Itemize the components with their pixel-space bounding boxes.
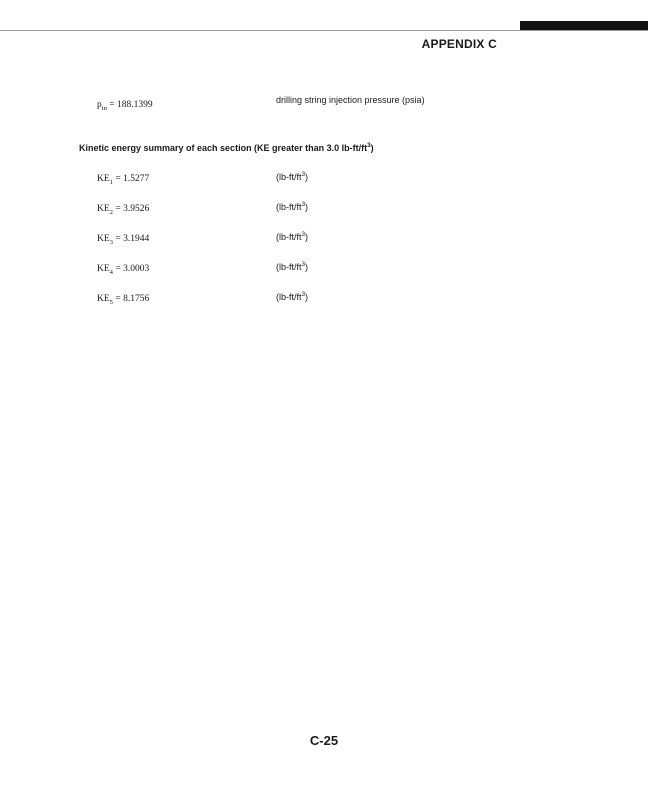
ke-unit-text: (lb-ft/ft <box>276 262 302 272</box>
ke-unit <box>276 262 308 272</box>
ke-unit <box>276 172 308 182</box>
pressure-symbol: p <box>97 100 102 110</box>
pressure-subscript: in <box>101 104 107 112</box>
running-head: APPENDIX C <box>421 37 497 51</box>
header-rule <box>0 30 648 31</box>
ke-unit-close: ) <box>305 172 309 182</box>
section-heading <box>79 143 374 153</box>
pressure-value: = 188.1399 <box>106 100 153 110</box>
pressure-description: drilling string injection pressure (psia) <box>276 95 425 105</box>
ke-unit-sup: 3 <box>301 171 306 178</box>
ke-unit-sup: 3 <box>301 261 306 268</box>
ke-unit-text: (lb-ft/ft <box>276 202 302 212</box>
ke-equation <box>97 264 149 274</box>
ke-unit-close: ) <box>305 232 309 242</box>
ke-value: = 3.1944 <box>113 234 150 244</box>
ke-unit-sup: 3 <box>301 201 306 208</box>
ke-value: = 8.1756 <box>113 294 150 304</box>
pressure-equation <box>97 100 153 110</box>
page-number: C-25 <box>309 733 339 748</box>
ke-unit-text: (lb-ft/ft <box>276 172 302 182</box>
ke-unit <box>276 232 308 242</box>
ke-equation <box>97 294 149 304</box>
ke-unit-sup: 3 <box>301 291 306 298</box>
section-heading-sup: 3 <box>367 142 371 149</box>
ke-unit <box>276 292 308 302</box>
ke-unit-text: (lb-ft/ft <box>276 232 302 242</box>
ke-symbol: KE <box>97 264 110 274</box>
section-heading-text: Kinetic energy summary of each section (KE greater than 3.0 lb-ft/ft <box>79 143 368 153</box>
ke-unit-close: ) <box>305 202 309 212</box>
ke-value: = 3.9526 <box>113 204 150 214</box>
ke-subscript: 1 <box>109 178 113 186</box>
ke-value: = 3.0003 <box>113 264 150 274</box>
ke-unit <box>276 202 308 212</box>
ke-unit-sup: 3 <box>301 231 306 238</box>
ke-subscript: 2 <box>109 208 113 216</box>
ke-unit-close: ) <box>305 262 309 272</box>
ke-subscript: 3 <box>109 238 113 246</box>
ke-symbol: KE <box>97 174 110 184</box>
ke-equation <box>97 174 149 184</box>
ke-symbol: KE <box>97 234 110 244</box>
ke-equation <box>97 234 149 244</box>
ke-equation <box>97 204 149 214</box>
ke-unit-text: (lb-ft/ft <box>276 292 302 302</box>
ke-unit-close: ) <box>305 292 309 302</box>
ke-subscript: 4 <box>109 268 113 276</box>
ke-subscript: 5 <box>109 298 113 306</box>
ke-symbol: KE <box>97 294 110 304</box>
ke-value: = 1.5277 <box>113 174 150 184</box>
section-heading-close: ) <box>370 143 374 153</box>
ke-symbol: KE <box>97 204 110 214</box>
